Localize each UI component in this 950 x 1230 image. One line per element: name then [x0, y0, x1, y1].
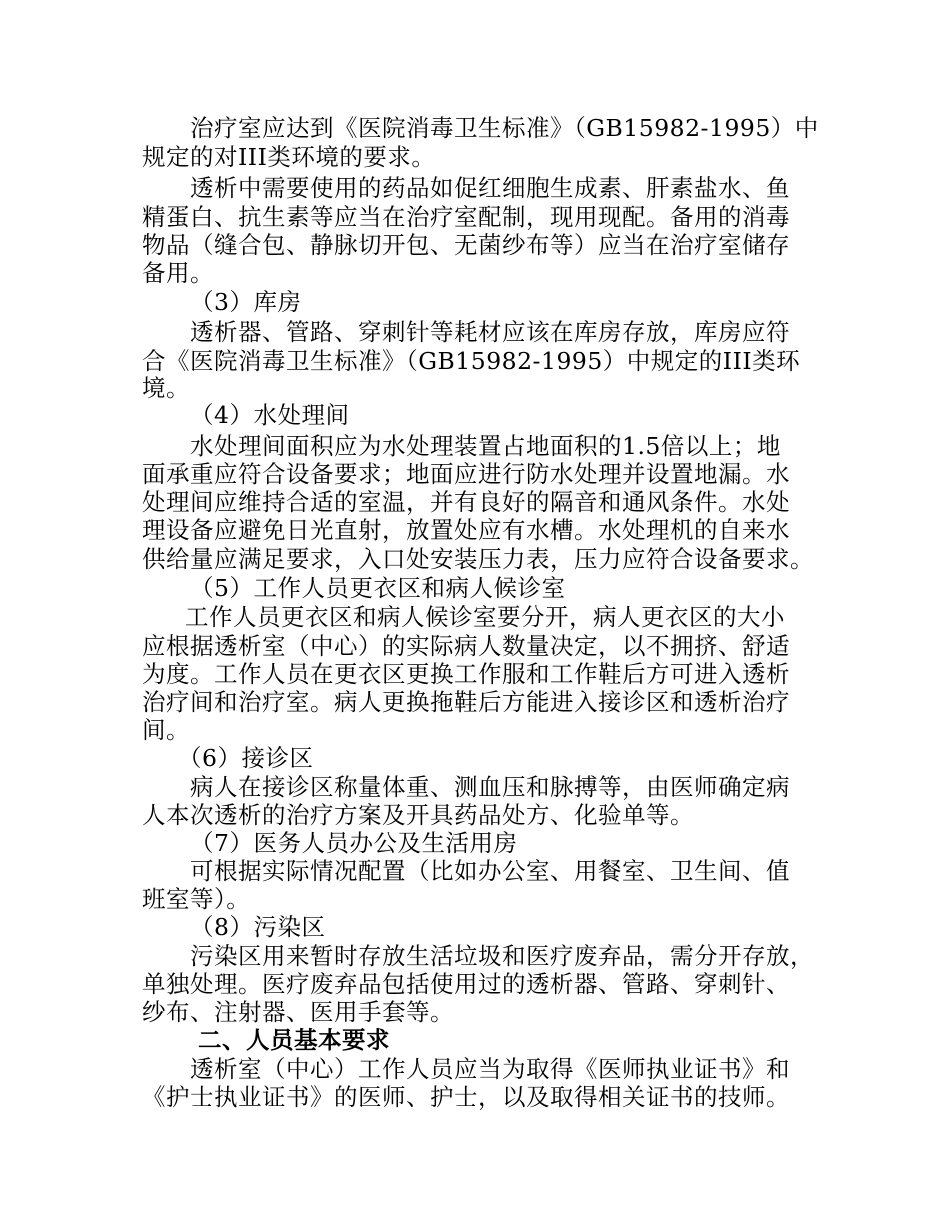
text-line: 透析室（中心）工作人员应当为取得《医师执业证书》和 — [190, 1055, 790, 1083]
text-line: 水处理间面积应为水处理装置占地面积的1.5倍以上；地 — [190, 432, 781, 460]
text-line: 治疗室应达到《医院消毒卫生标准》（GB15982-1995）中 — [190, 114, 819, 142]
text-line: 纱布、注射器、医用手套等。 — [142, 998, 454, 1026]
text-line: 备用。 — [142, 259, 214, 287]
text-line: 透析中需要使用的药品如促红细胞生成素、肝素盐水、鱼 — [190, 174, 790, 202]
text-line: 为度。工作人员在更衣区更换工作服和工作鞋后方可进入透析 — [142, 660, 790, 688]
text-line: 班室等）。 — [142, 885, 251, 913]
text-line: 境。 — [142, 374, 190, 402]
text-line: 精蛋白、抗生素等应当在治疗室配制，现用现配。备用的消毒 — [142, 203, 790, 231]
text-line: 规定的对III类环境的要求。 — [142, 143, 436, 171]
text-line: 处理间应维持合适的室温，并有良好的隔音和通风条件。水处 — [142, 488, 790, 516]
text-line: 间。 — [142, 716, 190, 744]
chapter-heading: 二、人员基本要求 — [198, 1026, 390, 1054]
text-line: 单独处理。医疗废弃品包括使用过的透析器、管路、穿刺针、 — [142, 970, 790, 998]
section-heading: （8）污染区 — [190, 913, 326, 941]
section-heading: （5）工作人员更衣区和病人候诊室 — [190, 574, 566, 602]
text-line: 合《医院消毒卫生标准》（GB15982-1995）中规定的III类环 — [142, 347, 801, 375]
section-heading: （6）接诊区 — [178, 744, 314, 772]
text-line: 《护士执业证书》的医师、护士，以及取得相关证书的技师。 — [142, 1083, 790, 1111]
text-line: 人本次透析的治疗方案及开具药品处方、化验单等。 — [142, 801, 694, 829]
text-line: 治疗间和治疗室。病人更换拖鞋后方能进入接诊区和透析治疗 — [142, 688, 790, 716]
text-line: 面承重应符合设备要求；地面应进行防水处理并设置地漏。水 — [142, 460, 790, 488]
text-line: 供给量应满足要求，入口处安装压力表，压力应符合设备要求。 — [142, 545, 814, 573]
text-line: 物品（缝合包、静脉切开包、无菌纱布等）应当在治疗室储存 — [142, 231, 790, 259]
section-heading: （3）库房 — [190, 288, 302, 316]
text-line: 工作人员更衣区和病人候诊室要分开，病人更衣区的大小 — [185, 603, 785, 631]
text-line: 透析器、管路、穿刺针等耗材应该在库房存放，库房应符 — [190, 318, 790, 346]
text-line: 可根据实际情况配置（比如办公室、用餐室、卫生间、值 — [190, 857, 790, 885]
text-line: 应根据透析室（中心）的实际病人数量决定，以不拥挤、舒适 — [142, 632, 790, 660]
text-line: 污染区用来暂时存放生活垃圾和医疗废弃品，需分开存放， — [190, 942, 814, 970]
text-line: 病人在接诊区称量体重、测血压和脉搏等，由医师确定病 — [190, 773, 790, 801]
section-heading: （7）医务人员办公及生活用房 — [190, 829, 518, 857]
section-heading: （4）水处理间 — [190, 401, 350, 429]
text-line: 理设备应避免日光直射，放置处应有水槽。水处理机的自来水 — [142, 516, 790, 544]
